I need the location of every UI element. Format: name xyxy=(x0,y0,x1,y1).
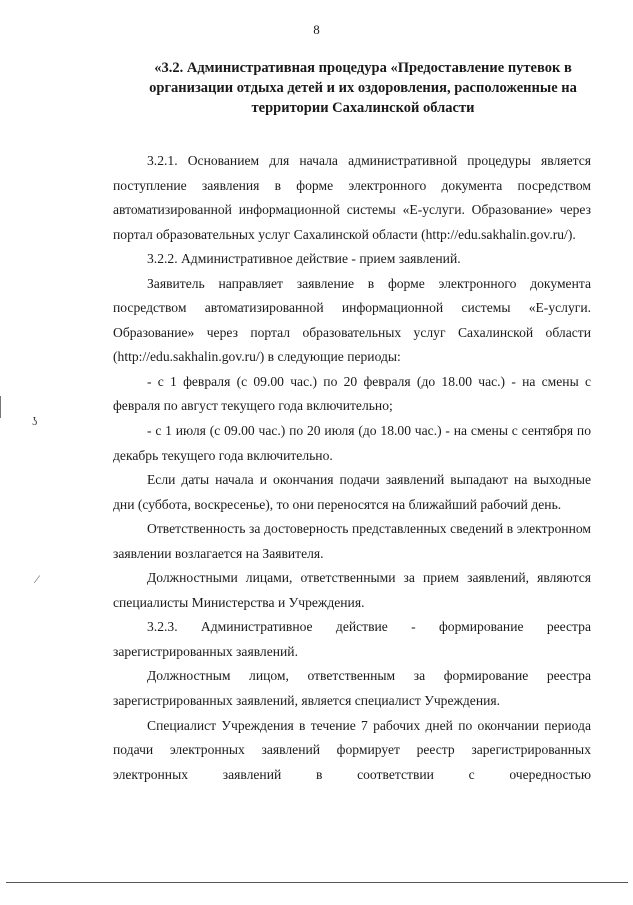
paragraph-applicant: Заявитель направляет заявление в форме электронного документа посредством автоматизированной информационной системы «Е-услуги. Образование» через портал образовательных услуг Сахалинской области (http://edu.sakhalin.gov.ru/) в следующие периоды: xyxy=(113,275,591,365)
scan-speck-mark: ʖ xyxy=(32,414,38,428)
scan-speck-mark: ⁄ xyxy=(36,572,39,586)
paragraph-3-2-1: 3.2.1. Основанием для начала административной процедуры является поступление заявления в форме электронного документа посредством автоматизированной информационной системы «Е-услуги. Образование» через портал образовательных услуг Сахалинской области (http://edu.sakhalin.gov.ru/). xyxy=(113,153,591,242)
paragraph-officials: Должностными лицами, ответственными за прием заявлений, являются специалисты Министерства и Учреждения. xyxy=(113,570,591,610)
section-heading: «3.2. Административная процедура «Предоставление путевок в организации отдыха детей и их оздоровления, расположенные на территории Сахалинской области xyxy=(149,60,577,116)
paragraph-3-2-3: 3.2.3. Административное действие - формирование реестра зарегистрированных заявлений. xyxy=(113,619,591,659)
paragraph-period-february: - с 1 февраля (с 09.00 час.) по 20 февраля (до 18.00 час.) - на смены с февраля по август текущего года включительно; xyxy=(113,373,591,414)
paragraph-registry-formation: Специалист Учреждения в течение 7 рабочих дней по окончании периода подачи электронных заявлений формирует реестр зарегистрированных электронных заявлений в соответствии с очередностью xyxy=(113,717,591,782)
bottom-rule xyxy=(6,882,628,883)
paragraph-weekend-rule: Если даты начала и окончания подачи заявлений выпадают на выходные дни (суббота, воскресенье), то они переносятся на ближайший рабочий день. xyxy=(113,472,591,512)
margin-tick-mark xyxy=(0,396,1,418)
paragraph-period-july: - с 1 июля (с 09.00 час.) по 20 июля (до 18.00 час.) - на смены с сентября по декабрь текущего года включительно. xyxy=(113,423,591,463)
paragraph-registry-official: Должностным лицом, ответственным за формирование реестра зарегистрированных заявлений, является специалист Учреждения. xyxy=(113,668,591,709)
page-number: 8 xyxy=(313,22,320,37)
paragraph-responsibility: Ответственность за достоверность представленных сведений в электронном заявлении возлагается на Заявителя. xyxy=(113,521,591,561)
paragraph-3-2-2: 3.2.2. Административное действие - прием заявлений. xyxy=(147,251,461,267)
document-body xyxy=(113,149,591,787)
